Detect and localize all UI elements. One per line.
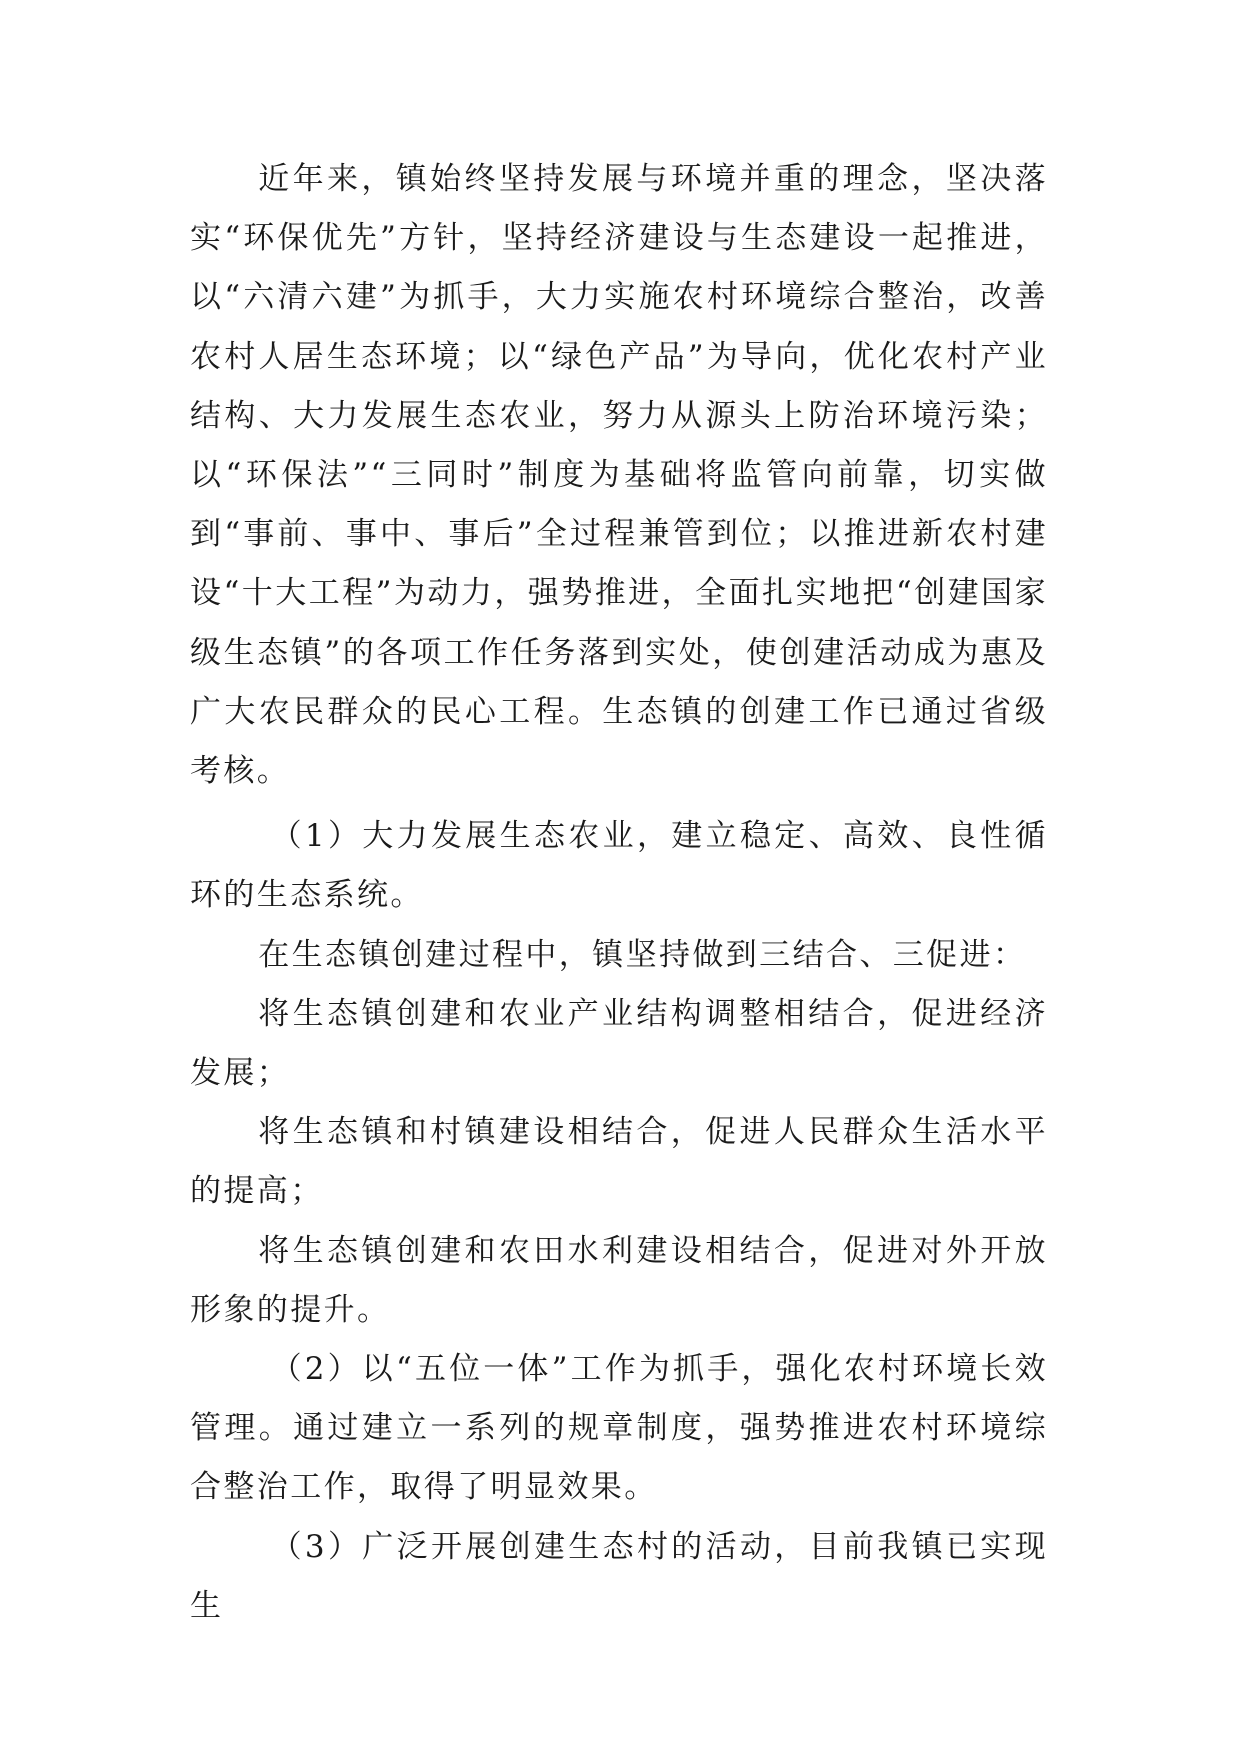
document-body (190, 150, 1048, 1636)
paragraph-intro: 近年来，镇始终坚持发展与环境并重的理念，坚决落实“环保优先”方针，坚持经济建设与生态建设一起推进，以“六清六建”为抓手，大力实施农村环境综合整治，改善农村人居生态环境；以“绿色产品”为导向，优化农村产业结构、大力发展生态农业，努力从源头上防治环境污染；以“环保法”“三同时”制度为基础将监管向前靠，切实做到“事前、事中、事后”全过程兼管到位；以推进新农村建设“十大工程”为动力，强势推进，全面扎实地把“创建国家级生态镇”的各项工作任务落到实处，使创建活动成为惠及广大农民群众的民心工程。生态镇的创建工作已通过省级考核。 (190, 161, 1048, 790)
paragraph-combination-2: 将生态镇和村镇建设相结合，促进人民群众生活水平的提高； (190, 1114, 1048, 1210)
paragraph-combination-3: 将生态镇创建和农田水利建设相结合，促进对外开放形象的提升。 (190, 1232, 1048, 1328)
paragraph-three-combinations: 在生态镇创建过程中，镇坚持做到三结合、三促进： (258, 936, 1027, 973)
paragraph-item-3: （3）广泛开展创建生态村的活动，目前我镇已实现生 (190, 1528, 1048, 1624)
paragraph-combination-1: 将生态镇创建和农业产业结构调整相结合，促进经济发展； (190, 995, 1048, 1092)
paragraph-item-1: （1）大力发展生态农业，建立稳定、高效、良性循环的生态系统。 (190, 818, 1048, 914)
paragraph-item-2: （2）以“五位一体”工作为抓手，强化农村环境长效管理。通过建立一系列的规章制度，强势推进农村环境综合整治工作，取得了明显效果。 (190, 1351, 1048, 1506)
